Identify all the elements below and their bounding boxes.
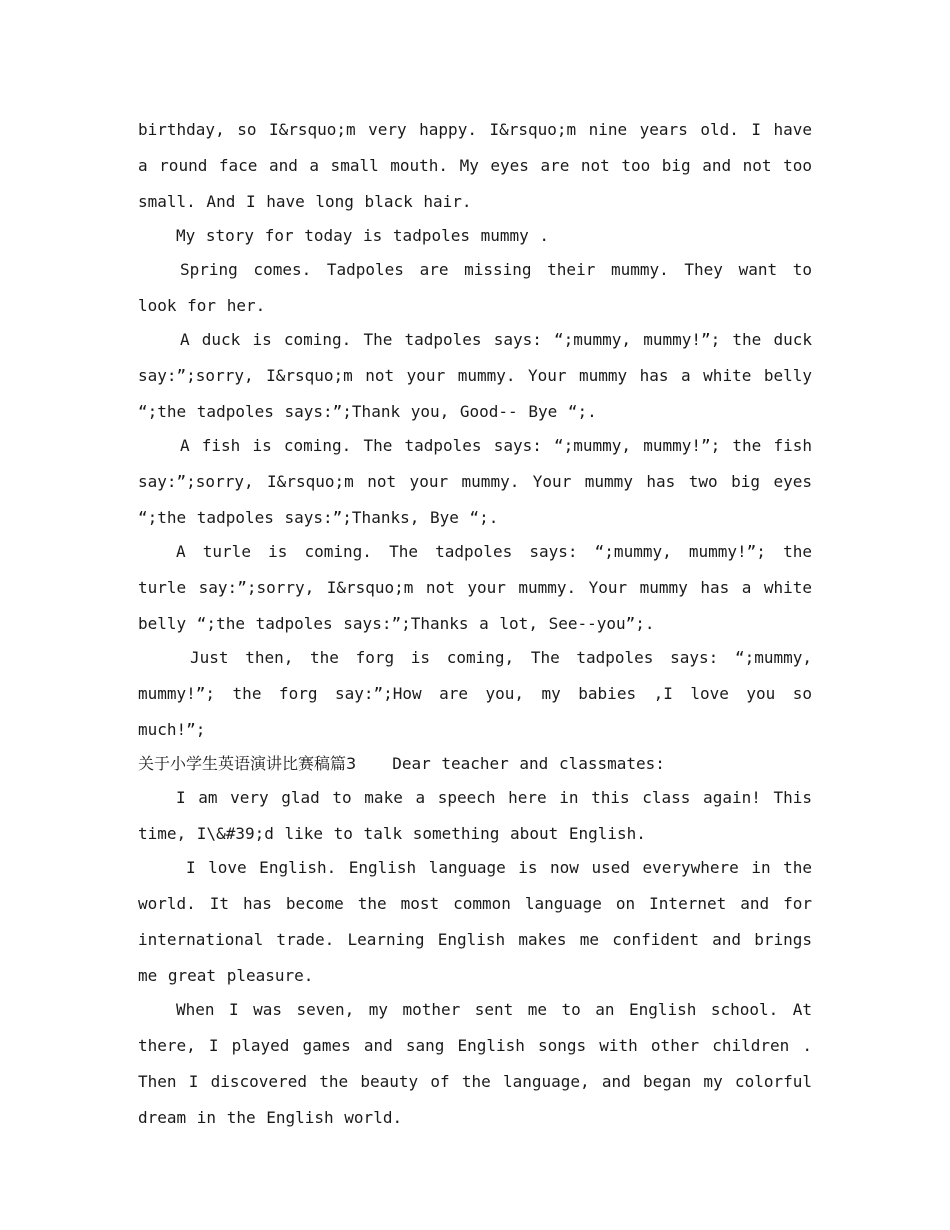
paragraph-turtle: A turle is coming. The tadpoles says: “;mummy, mummy!”; the turle say:”;sorry, I&rsquo;m not your mummy. Your mummy has a white belly “;the tadpoles says:”;Thanks a lot, See--you”;. bbox=[138, 542, 812, 633]
paragraph-glad: I am very glad to make a speech here in this class again! This time, I\&#39;d like to talk something about English. bbox=[138, 788, 812, 843]
paragraph-fish: A fish is coming. The tadpoles says: “;mummy, mummy!”; the fish say:”;sorry, I&rsquo;m not your mummy. Your mummy has two big eyes “;the tadpoles says:”;Thanks, Bye “;. bbox=[138, 436, 812, 527]
section-heading-line bbox=[138, 746, 812, 782]
document-body bbox=[138, 112, 812, 1136]
paragraph-story-intro: My story for today is tadpoles mummy . bbox=[176, 226, 550, 245]
paragraph-duck: A duck is coming. The tadpoles says: “;mummy, mummy!”; the duck say:”;sorry, I&rsquo;m not your mummy. Your mummy has a white belly “;the tadpoles says:”;Thank you, Good-- Bye “;. bbox=[138, 330, 812, 421]
paragraph-spring: Spring comes. Tadpoles are missing their mummy. They want to look for her. bbox=[138, 260, 812, 315]
paragraph-self-intro: birthday, so I&rsquo;m very happy. I&rsquo;m nine years old. I have a round face and a small mouth. My eyes are not too big and not too small. And I have long black hair. bbox=[138, 120, 812, 211]
greeting: Dear teacher and classmates: bbox=[392, 754, 665, 773]
paragraph-love-english: I love English. English language is now used everywhere in the world. It has become the most common language on Internet and for international trade. Learning English makes me confident and brings me great pleasure. bbox=[138, 858, 812, 985]
paragraph-seven: When I was seven, my mother sent me to an English school. At there, I played games and sang English songs with other children . Then I discovered the beauty of the language, and began my colorful dream in the English world. bbox=[138, 1000, 812, 1127]
section-title: 关于小学生英语演讲比赛稿篇3 bbox=[138, 754, 357, 773]
paragraph-frog: Just then, the forg is coming, The tadpoles says: “;mummy, mummy!”; the forg say:”;How are you, my babies ,I love you so much!”; bbox=[138, 648, 812, 739]
